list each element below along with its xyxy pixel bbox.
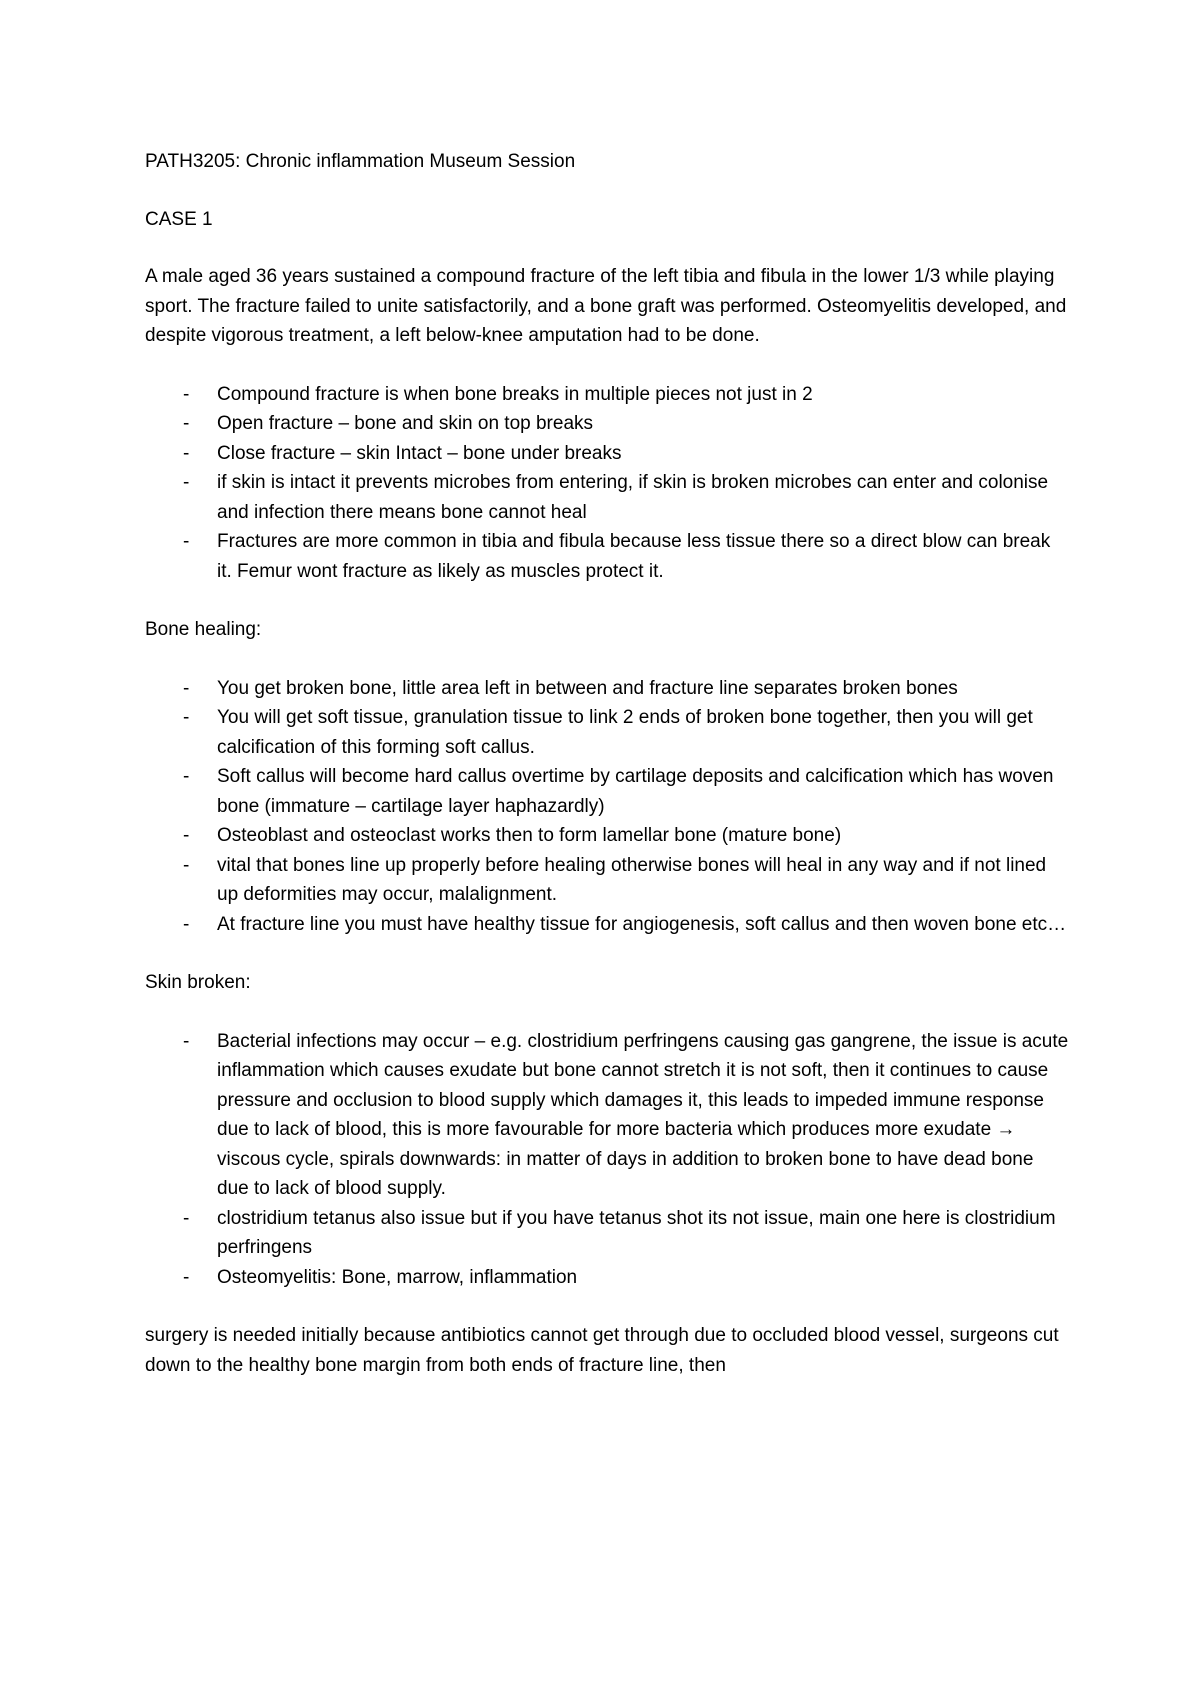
list-item-text: Compound fracture is when bone breaks in multiple pieces not just in 2 xyxy=(217,383,813,405)
dash-bullet: - xyxy=(183,1266,190,1288)
list-item-text: At fracture line you must have healthy tissue for angiogenesis, soft callus and then woven bone etc… xyxy=(217,913,1067,935)
spacer xyxy=(145,586,1070,615)
list-item xyxy=(145,1027,1070,1204)
list-item xyxy=(145,439,1070,469)
dash-bullet: - xyxy=(183,531,190,552)
document-body xyxy=(145,147,1070,1380)
list-item-text: Osteomyelitis: Bone, marrow, inflammation xyxy=(217,1266,578,1288)
list-item xyxy=(145,409,1070,439)
list-item xyxy=(145,910,1070,940)
list-item xyxy=(145,762,1070,821)
list-item-text: Osteoblast and osteoclast works then to form lamellar bone (mature bone) xyxy=(217,825,842,846)
list-item-text: You get broken bone, little area left in between and fracture line separates broken bones xyxy=(217,677,958,699)
spacer xyxy=(145,351,1070,380)
spacer xyxy=(145,645,1070,674)
list-item xyxy=(145,703,1070,762)
list-item-text: vital that bones line up properly before healing otherwise bones will heal in any way and if not lined up deformities may occur, malalignment. xyxy=(217,854,1047,905)
list-item-text: Fractures are more common in tibia and fibula because less tissue there so a direct blow can break it. Femur wont fracture as likely as muscles protect it. xyxy=(217,531,1051,582)
list-item-text: if skin is intact it prevents microbes from entering, if skin is broken microbes can enter and colonise and infection there means bone cannot heal xyxy=(217,472,1049,523)
list-item xyxy=(145,468,1070,527)
list-item-text: clostridium tetanus also issue but if you have tetanus shot its not issue, main one here is clostridium perfringens xyxy=(217,1207,1056,1258)
dash-bullet: - xyxy=(183,472,190,493)
dash-bullet: - xyxy=(183,766,190,787)
list-item xyxy=(145,851,1070,910)
dash-bullet: - xyxy=(183,1207,190,1229)
list-item xyxy=(145,1263,1070,1293)
bone-healing-heading: Bone healing: xyxy=(145,619,262,640)
bone-healing-list xyxy=(145,674,1070,940)
dash-bullet: - xyxy=(183,913,190,935)
dash-bullet: - xyxy=(183,707,190,728)
dash-bullet: - xyxy=(183,413,190,434)
list-item xyxy=(145,527,1070,586)
dash-bullet: - xyxy=(183,854,190,876)
dash-bullet: - xyxy=(183,1030,190,1052)
list-item-text: Close fracture – skin Intact – bone under breaks xyxy=(217,442,622,464)
skin-broken-heading: Skin broken: xyxy=(145,972,251,993)
list-item xyxy=(145,380,1070,410)
spacer xyxy=(145,177,1070,205)
list-item xyxy=(145,1204,1070,1263)
dash-bullet: - xyxy=(183,383,190,405)
list-item xyxy=(145,674,1070,704)
spacer xyxy=(145,998,1070,1027)
case-title: CASE 1 xyxy=(145,208,213,230)
spacer xyxy=(145,1292,1070,1321)
list-item-text: You will get soft tissue, granulation tissue to link 2 ends of broken bone together, then you will get calcification of this forming soft callus. xyxy=(217,707,1033,758)
fracture-notes-list xyxy=(145,380,1070,587)
list-item-text: Soft callus will become hard callus overtime by cartilage deposits and calcification which has woven bone (immature – cartilage layer haphazardly) xyxy=(217,766,1054,817)
list-item-text: Bacterial infections may occur – e.g. clostridium perfringens causing gas gangrene, the issue is acute inflammation which causes exudate but bone cannot stretch it is not soft, then it continues to cause pressure and occlusion to blood supply which damages it, this leads to impeded immune response due to lack of blood, this is more favourable for more bacteria which produces more exudate → viscous cycle, spirals downwards: in matter of days in addition to broken bone to have dead bone due to lack of blood supply. xyxy=(217,1030,1069,1199)
spacer xyxy=(145,939,1070,968)
closing-paragraph: surgery is needed initially because antibiotics cannot get through due to occluded blood vessel, surgeons cut down to the healthy bone margin from both ends of fracture line, then xyxy=(145,1325,1059,1376)
dash-bullet: - xyxy=(183,442,190,464)
list-item xyxy=(145,821,1070,851)
case-description: A male aged 36 years sustained a compound fracture of the left tibia and fibula in the lower 1/3 while playing sport. The fracture failed to unite satisfactorily, and a bone graft was performed. Osteomyelitis developed, and despite vigorous treatment, a left below-knee amputation had to be done. xyxy=(145,266,1067,346)
document-title: PATH3205: Chronic inflammation Museum Session xyxy=(145,151,576,172)
list-item-text: Open fracture – bone and skin on top breaks xyxy=(217,413,594,434)
skin-broken-list xyxy=(145,1027,1070,1293)
dash-bullet: - xyxy=(183,677,190,699)
dash-bullet: - xyxy=(183,825,190,846)
spacer xyxy=(145,234,1070,262)
